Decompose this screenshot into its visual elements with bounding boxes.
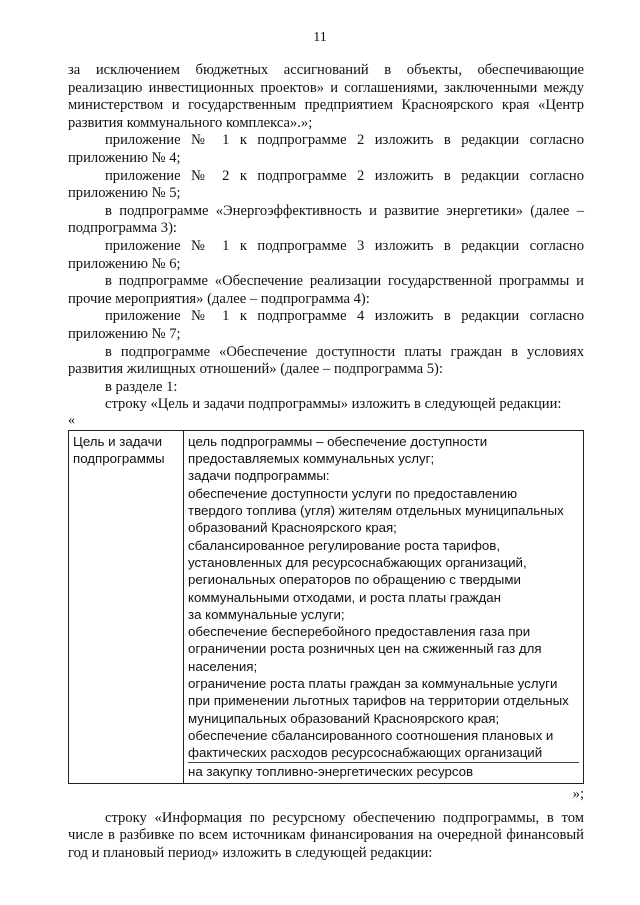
paragraph: приложение № 2 к подпрограмме 2 изложить в редакции согласно приложению № 5;	[68, 167, 584, 202]
paragraph: за исключением бюджетных ассигнований в объекты, обеспечивающие реализацию инвестиционных проектов» и соглашениями, заключенными между министерством и государственным предприятием Красноярского края «Центр развития коммунального комплекса».»;	[68, 62, 584, 131]
table-cell-line: ограничении роста розничных цен на сжиженный газ для	[188, 641, 542, 657]
table-cell-line: фактических расходов ресурсоснабжающих организаций	[188, 744, 579, 762]
opening-quote: «	[68, 412, 75, 428]
table-row	[69, 430, 584, 783]
paragraph: в подпрограмме «Обеспечение реализации государственной программы и прочие мероприятия» (далее – подпрограмма 4):	[68, 273, 584, 307]
table-cell-line: региональных операторов по обращению с твердыми	[188, 572, 521, 588]
paragraph: строку «Информация по ресурсному обеспечению подпрограммы, в том числе в разбивке по всем источникам финансирования на очередной финансовый год и плановый период» изложить в следующей редакции:	[68, 809, 584, 861]
table-cell-line: обеспечение бесперебойного предоставления газа при	[188, 624, 531, 640]
table-cell-line: муниципальных образований Красноярского края;	[188, 710, 500, 726]
table-cell-line: Цель и задачи	[73, 433, 163, 449]
table-cell-line: на закупку топливно-энергетических ресурсов	[188, 763, 474, 779]
table-cell-line: за коммунальные услуги;	[188, 606, 345, 622]
paragraph: приложение № 1 к подпрограмме 4 изложить в редакции согласно приложению № 7;	[68, 308, 584, 342]
table-cell-line: сбалансированное регулирование роста тарифов,	[188, 537, 501, 553]
document-body	[68, 62, 584, 863]
table-cell-line: населения;	[188, 658, 258, 674]
row-label-cell	[69, 430, 184, 783]
table-cell-line: при применении льготных тарифов на территории отдельных	[188, 693, 569, 709]
table-cell-line: ограничение роста платы граждан за коммунальные услуги	[188, 676, 558, 692]
table-cell-line: коммунальными отходами, и роста платы граждан	[188, 589, 501, 605]
table-cell-line: обеспечение доступности услуги по предоставлению	[188, 485, 518, 501]
table-cell-line: предоставляемых коммунальных услуг;	[188, 451, 435, 467]
paragraph: в подпрограмме «Обеспечение доступности платы граждан в условиях развития жилищных отношений» (далее – подпрограмма 5):	[68, 343, 584, 378]
paragraph: в подпрограмме «Энергоэффективность и развитие энергетики» (далее – подпрограмма 3):	[68, 202, 584, 237]
table-cell-line: твердого топлива (угля) жителям отдельных муниципальных	[188, 503, 564, 519]
closing-quote: »;	[572, 785, 584, 802]
goal-and-tasks-table	[68, 430, 584, 784]
table-cell-line: образований Красноярского края;	[188, 520, 397, 536]
row-content-cell	[184, 430, 584, 783]
paragraph: строку «Цель и задачи подпрограммы» изложить в следующей редакции:	[105, 396, 562, 413]
paragraphs-after	[68, 810, 584, 863]
row-label	[73, 433, 179, 468]
table-cell-line: подпрограммы	[73, 451, 165, 467]
table-cell-line: задачи подпрограммы:	[188, 468, 330, 484]
table-cell-line: установленных для ресурсоснабжающих организаций,	[188, 554, 527, 570]
paragraphs-before	[68, 62, 584, 414]
table-cell-line: цель подпрограммы – обеспечение доступности	[188, 433, 488, 449]
paragraph: приложение № 1 к подпрограмме 2 изложить в редакции согласно приложению № 4;	[68, 132, 584, 166]
paragraph: приложение № 1 к подпрограмме 3 изложить в редакции согласно приложению № 6;	[68, 237, 584, 272]
paragraph: в разделе 1:	[105, 378, 178, 395]
table-cell-line: обеспечение сбалансированного соотношения плановых и	[188, 727, 554, 743]
page-number: 11	[313, 30, 327, 45]
row-content	[188, 433, 579, 780]
